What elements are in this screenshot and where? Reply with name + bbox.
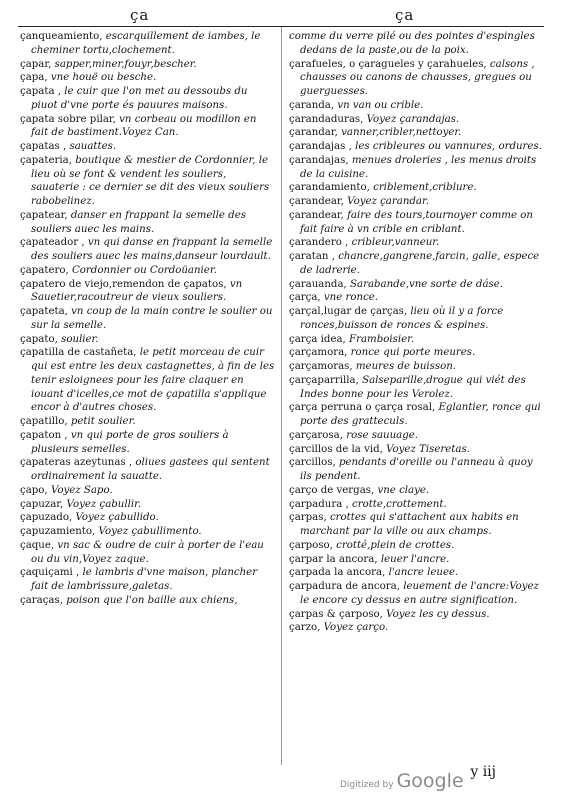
entry-headword: çapatas , (20, 141, 67, 152)
dictionary-entry (289, 126, 545, 140)
entry-definition: vn qui porte de gros souliers à plusieurs semelles. (31, 429, 229, 455)
entry-headword: çarandar, (289, 127, 338, 139)
entry-definition: vn Sauetier,racoutreur de vieux souliers. (31, 278, 243, 304)
dictionary-entry (20, 209, 276, 237)
dictionary-entry (20, 30, 276, 58)
dictionary-entry (289, 99, 545, 113)
entry-definition: Voyez les cy dessus. (386, 608, 490, 620)
entry-headword: çapatear, (20, 209, 68, 221)
entry-definition: vne houë ou besche. (50, 72, 157, 84)
entry-definition: danser en frappant la semelle des souliers auec les mains. (31, 209, 246, 235)
entry-headword: çarandaduras, (289, 113, 364, 125)
entry-definition: les cribleures ou vannures, ordures. (355, 141, 542, 152)
dictionary-entry (20, 85, 276, 113)
entry-definition: criblement,criblure. (373, 182, 477, 194)
entry-headword: çapateador , (20, 237, 85, 249)
dictionary-entry (289, 333, 545, 347)
entry-headword: çarça perruna o çarça rosal, (289, 402, 436, 414)
dictionary-entry (289, 429, 545, 443)
entry-definition: vne claye. (377, 484, 430, 496)
entry-headword: çarandamiento, (289, 182, 370, 194)
dictionary-entry (20, 71, 276, 85)
entry-definition: faire des tours,tournoyer comme on fait faire à vn crible en criblant. (300, 209, 533, 235)
entry-definition: Voyez çabullimento. (98, 526, 202, 537)
dictionary-entry (289, 181, 545, 195)
dictionary-entry (20, 264, 276, 278)
entry-definition: vanner,cribler,nettoyer. (341, 127, 462, 139)
dictionary-entry (289, 113, 545, 127)
dictionary-entry (289, 553, 545, 567)
entry-headword: çapata , (20, 86, 62, 97)
dictionary-entry (20, 511, 276, 525)
dictionary-entry (289, 250, 545, 278)
dictionary-entry (289, 346, 545, 360)
dictionary-entry (289, 140, 545, 154)
entry-headword: çapateras azeytunas , (20, 457, 133, 469)
entry-headword: çapateta, (20, 306, 68, 317)
right-column (289, 30, 545, 635)
entry-headword: çarça, (289, 292, 321, 304)
entry-headword: çarandear, (289, 209, 344, 221)
entry-definition: crottes qui s'attachent aux habits en marchant par la ville ou aux champs. (300, 512, 519, 537)
entry-headword: çarpas & çarposo, (289, 608, 383, 620)
entry-definition: chancre,gangrene,farcin, galle, espece de ladrerie. (300, 251, 540, 276)
entry-headword: çarçamora, (289, 347, 348, 359)
dictionary-entry (20, 140, 276, 154)
entry-definition: Framboisier. (349, 333, 415, 345)
entry-definition: leuement de l'ancre:Voyez le encore cy dessus en autre signification. (300, 581, 539, 606)
dictionary-entry (289, 278, 545, 292)
dictionary-entry (289, 456, 545, 484)
entry-headword: çapato, (20, 333, 58, 345)
entry-headword: çaratan , (289, 251, 335, 262)
entry-definition: vn coup de la main contre le soulier ou sur la semelle. (31, 306, 273, 331)
entry-definition: escarquillement de iambes, le cheminer tortu,clochement. (31, 31, 261, 56)
entry-headword: çarcillos de la vid, (289, 443, 383, 455)
dictionary-entry (20, 278, 276, 306)
dictionary-entry (20, 346, 276, 415)
entry-definition: boutique & mestier de Cordonnier, le lieu où se font & vendent les souliers, sauaterie : ce dernier se dit des vieux souliers rabobelinez. (31, 154, 270, 207)
entry-definition: le lambris d'vne maison, plancher fait de lambrissure,galetas. (31, 567, 258, 592)
dictionary-entry (289, 580, 545, 608)
entry-definition: cribleur,vanneur. (351, 237, 440, 249)
entry-definition: pendants d'oreille ou l'anneau à quoy ils pendent. (300, 457, 533, 482)
dictionary-entry (289, 195, 545, 209)
entry-headword: çapata sobre pilar, (20, 113, 116, 125)
entry-definition: Voyez çabullido. (75, 512, 159, 524)
entry-definition: Sarabande,vne sorte de dáse. (350, 278, 504, 290)
dictionary-entry (289, 374, 545, 402)
running-head-left: ça (130, 6, 150, 24)
dictionary-entry (20, 58, 276, 72)
dictionary-entry (289, 154, 545, 182)
entry-definition: l'ancre leuee. (388, 567, 459, 579)
entry-headword: çarafueles, o çaragueles y çarahueles, (289, 58, 487, 70)
entry-definition: Voyez çabullir. (66, 498, 142, 510)
entry-headword: çaque, (20, 539, 55, 551)
dictionary-entry (289, 305, 545, 333)
entry-headword: çaquiçami , (20, 567, 80, 579)
entry-definition: Eglantier, ronce qui porte des gratteculs. (300, 402, 541, 427)
entry-definition: Voyez Sapo. (50, 484, 113, 496)
left-column (20, 30, 276, 608)
entry-headword: çapatero, (20, 264, 69, 276)
dictionary-entry (20, 113, 276, 141)
entry-headword: çarço de vergas, (289, 484, 375, 496)
entry-headword: çarandajas, (289, 154, 349, 166)
entry-headword: çarauanda, (289, 278, 347, 290)
entry-definition: le cuir que l'on met au dessoubs du piuot d'vne porte és pauures maisons. (31, 86, 248, 111)
column-divider (281, 27, 282, 765)
entry-definition: vn qui danse en frappant la semelle des souliers auec les mains,danseur lourdault. (31, 237, 273, 262)
entry-definition: comme du verre pilé ou des pointes d'espingles dedans de la paste,ou de la poix. (289, 31, 535, 56)
entry-definition: vn sac & oudre de cuir à porter de l'eau ou du vin,Voyez zaque. (31, 539, 264, 565)
entry-definition: crotté,plein de crottes. (336, 539, 455, 551)
dictionary-entry (20, 498, 276, 512)
dictionary-entry (289, 539, 545, 553)
entry-headword: çapo, (20, 484, 48, 496)
entry-headword: çapatillo, (20, 416, 68, 427)
entry-headword: çarposo, (289, 539, 333, 551)
entry-definition: sapper,miner,fouyr,bescher. (54, 58, 197, 70)
entry-headword: çarçaparrilla, (289, 374, 359, 386)
entry-definition: petit soulier. (70, 416, 136, 427)
dictionary-entry (20, 456, 276, 484)
entry-headword: çapateria, (20, 154, 72, 166)
entry-headword: çarpadura , (289, 498, 349, 510)
entry-headword: çarça idea, (289, 333, 346, 345)
entry-headword: çarzo, (289, 622, 321, 634)
entry-headword: çarpada la ancora, (289, 567, 386, 579)
dictionary-entry (289, 209, 545, 237)
entry-definition: Voyez çarço. (323, 622, 389, 634)
entry-definition: Voyez çarandar. (347, 196, 429, 207)
entry-definition: vn corbeau ou modillon en fait de bastiment.Voyez Can. (31, 113, 257, 139)
signature-mark: y iij (470, 764, 496, 780)
entry-headword: çarçarosa, (289, 429, 343, 441)
dictionary-entry (20, 566, 276, 594)
entry-headword: çapaton , (20, 429, 68, 441)
entry-headword: çarçal,lugar de çarças, (289, 306, 408, 317)
dictionary-entry (20, 429, 276, 457)
dictionary-entry (289, 498, 545, 512)
entry-headword: çapa, (20, 72, 48, 84)
entry-definition: poison que l'on baille aux chiens, (66, 594, 238, 606)
entry-definition: vne ronce. (323, 292, 379, 304)
entry-headword: çarçamoras, (289, 361, 353, 372)
entry-headword: çaranda, (289, 99, 335, 111)
dictionary-entry (20, 333, 276, 347)
dictionary-entry (289, 236, 545, 250)
dictionary-entry (289, 291, 545, 305)
entry-definition: ronce qui porte meures. (350, 347, 476, 359)
dictionary-entry (20, 415, 276, 429)
dictionary-entry (289, 401, 545, 429)
entry-headword: çapuzamiento, (20, 526, 96, 537)
dictionary-entry (289, 360, 545, 374)
entry-definition: meures de buisson. (355, 361, 457, 372)
dictionary-entry (289, 443, 545, 457)
dictionary-entry (289, 511, 545, 539)
entry-definition: lieu où il y a force ronces,buisson de ronces & espines. (300, 306, 504, 331)
entry-definition: vn van ou crible. (337, 99, 424, 111)
dictionary-entry (20, 236, 276, 264)
google-watermark (340, 770, 464, 792)
entry-definition: Voyez Tiseretas. (386, 443, 470, 455)
entry-definition: rose sauuage. (346, 429, 419, 441)
dictionary-entry (20, 525, 276, 539)
entry-headword: çarcillos, (289, 457, 336, 469)
dictionary-entry (289, 566, 545, 580)
entry-definition: leuer l'ancre. (380, 553, 450, 565)
dictionary-entry (289, 621, 545, 635)
entry-definition: le petit morceau de cuir qui est entre les deux castagnettes, à fin de les tenir esloignees pour les faire claquer en iouant d'icelles,ce mot de çapatilla s'applique encor à d'autres choses. (31, 347, 275, 414)
entry-headword: çarandear, (289, 196, 344, 207)
entry-definition: oliues gastees qui sentent ordinairement la sauatte. (31, 457, 270, 482)
dictionary-entry (20, 594, 276, 608)
entry-definition: Salseparille,drogue qui viét des Indes bonne pour les Verolez. (300, 374, 526, 400)
entry-definition: soulier. (61, 333, 99, 345)
entry-headword: çapuzar, (20, 498, 64, 510)
entry-definition: menues droleries , les menus droits de la cuisine. (300, 154, 537, 180)
dictionary-entry (20, 539, 276, 567)
entry-headword: çanqueamiento, (20, 31, 103, 42)
dictionary-entry (289, 608, 545, 622)
dictionary-entry (20, 154, 276, 209)
entry-headword: çapatilla de castañeta, (20, 347, 137, 359)
running-head-right: ça (395, 6, 415, 24)
entry-headword: çapuzado, (20, 512, 73, 524)
dictionary-entry (289, 484, 545, 498)
entry-headword: çarpar la ancora, (289, 553, 378, 565)
watermark-prefix: Digitized by (340, 780, 394, 790)
entry-definition: calsons , chausses ou canons de chausses, gregues ou guerguesses. (300, 58, 535, 97)
dictionary-entry (289, 30, 545, 58)
dictionary-entry (20, 484, 276, 498)
dictionary-entry (20, 305, 276, 333)
entry-headword: çaraças, (20, 594, 63, 606)
entry-definition: sauattes. (69, 141, 117, 152)
entry-definition: Voyez çarandajas. (366, 113, 460, 125)
entry-definition: crotte,crottement. (352, 498, 447, 510)
entry-headword: çarpas, (289, 512, 327, 524)
entry-headword: çarandero , (289, 237, 349, 249)
entry-headword: çapatero de viejo,remendon de çapatos, (20, 278, 227, 290)
entry-headword: çapar, (20, 58, 52, 70)
dictionary-entry (289, 58, 545, 99)
entry-headword: çarpadura de ancora, (289, 581, 400, 592)
entry-definition: Cordonnier ou Cordoüanier. (72, 264, 217, 276)
entry-headword: çarandajas , (289, 141, 352, 152)
google-logo: Google (396, 770, 464, 792)
